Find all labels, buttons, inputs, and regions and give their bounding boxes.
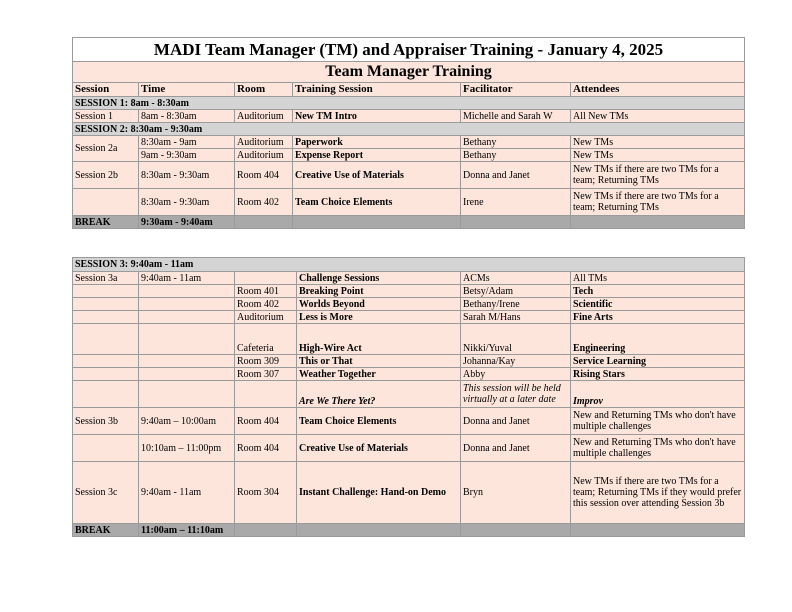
table-header-row xyxy=(73,83,745,97)
cell-facilitator: Betsy/Adam xyxy=(461,285,571,298)
cell-room: Room 404 xyxy=(235,162,293,189)
cell-training-session: Weather Together xyxy=(297,368,461,381)
cell-room: Room 307 xyxy=(235,368,297,381)
cell-time: 10:10am – 11:00pm xyxy=(139,435,235,462)
cell-room: Room 402 xyxy=(235,189,293,216)
cell-training-session: This or That xyxy=(297,355,461,368)
cell-facilitator: Bethany xyxy=(461,136,571,149)
cell-training-session: Team Choice Elements xyxy=(297,408,461,435)
cell-room: Auditorium xyxy=(235,311,297,324)
cell-facilitator: Nikki/Yuval xyxy=(461,324,571,355)
cell-room: Room 404 xyxy=(235,408,297,435)
cell-time: 9:40am - 11am xyxy=(139,272,235,285)
table-row xyxy=(73,285,745,298)
cell-time: 8:30am - 9:30am xyxy=(139,162,235,189)
cell-training-session: High-Wire Act xyxy=(297,324,461,355)
cell-time: 9:40am – 10:00am xyxy=(139,408,235,435)
header-attendees: Attendees xyxy=(571,83,745,97)
cell-training-session: Paperwork xyxy=(293,136,461,149)
session1-header: SESSION 1: 8am - 8:30am xyxy=(73,97,745,110)
cell-attendees: New TMs if there are two TMs for a team; Returning TMs if they would prefer this session over attending Session 3b xyxy=(571,462,745,524)
table-row xyxy=(73,311,745,324)
cell-session: Session 2a xyxy=(73,136,139,162)
cell-attendees: Scientific xyxy=(571,298,745,311)
table-row xyxy=(73,368,745,381)
cell-facilitator: Michelle and Sarah W xyxy=(461,110,571,123)
cell-time: 8:30am - 9am xyxy=(139,136,235,149)
cell-facilitator: Bethany xyxy=(461,149,571,162)
cell-room: Room 401 xyxy=(235,285,297,298)
cell-attendees: New TMs xyxy=(571,136,745,149)
cell-training-session: Instant Challenge: Hand-on Demo xyxy=(297,462,461,524)
cell-training-session: Less is More xyxy=(297,311,461,324)
cell-attendees: Rising Stars xyxy=(571,368,745,381)
cell-facilitator: This session will be held virtually at a later date xyxy=(461,381,571,408)
cell-attendees: New TMs if there are two TMs for a team; Returning TMs xyxy=(571,189,745,216)
cell-attendees: Engineering xyxy=(571,324,745,355)
break-label: BREAK xyxy=(73,524,139,537)
cell-facilitator: Abby xyxy=(461,368,571,381)
cell-session: Session 3a xyxy=(73,272,139,285)
break-time: 9:30am - 9:40am xyxy=(139,216,235,229)
break-row xyxy=(73,216,745,229)
cell-training-session: Challenge Sessions xyxy=(297,272,461,285)
table-row xyxy=(73,435,745,462)
table-row xyxy=(73,149,745,162)
table-row xyxy=(73,355,745,368)
cell-room xyxy=(235,381,297,408)
cell-facilitator: Donna and Janet xyxy=(461,162,571,189)
cell-room: Room 304 xyxy=(235,462,297,524)
cell-room: Room 402 xyxy=(235,298,297,311)
session3-header: SESSION 3: 9:40am - 11am xyxy=(73,258,745,272)
cell-attendees: Service Learning xyxy=(571,355,745,368)
table-row xyxy=(73,462,745,524)
cell-attendees: Improv xyxy=(571,381,745,408)
cell-training-session: Breaking Point xyxy=(297,285,461,298)
cell-room: Cafeteria xyxy=(235,324,297,355)
cell-training-session: Creative Use of Materials xyxy=(293,162,461,189)
table-row xyxy=(73,110,745,123)
cell-room: Room 404 xyxy=(235,435,297,462)
cell-training-session: Expense Report xyxy=(293,149,461,162)
cell-training-session: Team Choice Elements xyxy=(293,189,461,216)
session3-schedule-table xyxy=(72,257,745,537)
break-row xyxy=(73,524,745,537)
cell-time: 8:30am - 9:30am xyxy=(139,189,235,216)
cell-facilitator: Irene xyxy=(461,189,571,216)
cell-room: Room 309 xyxy=(235,355,297,368)
cell-facilitator: Bethany/Irene xyxy=(461,298,571,311)
session2-header: SESSION 2: 8:30am - 9:30am xyxy=(73,123,745,136)
cell-attendees: New TMs if there are two TMs for a team; Returning TMs xyxy=(571,162,745,189)
cell-time: 8am - 8:30am xyxy=(139,110,235,123)
cell-facilitator: Johanna/Kay xyxy=(461,355,571,368)
cell-facilitator: Bryn xyxy=(461,462,571,524)
header-session: Session xyxy=(73,83,139,97)
cell-attendees: Fine Arts xyxy=(571,311,745,324)
cell-session: Session 3b xyxy=(73,408,139,435)
header-time: Time xyxy=(139,83,235,97)
cell-time: 9am - 9:30am xyxy=(139,149,235,162)
header-training-session: Training Session xyxy=(293,83,461,97)
cell-room xyxy=(235,272,297,285)
cell-session: Session 2b xyxy=(73,162,139,189)
team-manager-schedule-table xyxy=(72,37,745,229)
cell-session xyxy=(73,189,139,216)
cell-facilitator: ACMs xyxy=(461,272,571,285)
table-row xyxy=(73,408,745,435)
cell-session: Session 3c xyxy=(73,462,139,524)
header-room: Room xyxy=(235,83,293,97)
table-row xyxy=(73,136,745,149)
table-row xyxy=(73,162,745,189)
cell-time: 9:40am - 11am xyxy=(139,462,235,524)
cell-facilitator: Sarah M/Hans xyxy=(461,311,571,324)
table-row xyxy=(73,189,745,216)
cell-room: Auditorium xyxy=(235,110,293,123)
section-subtitle: Team Manager Training xyxy=(73,62,745,83)
cell-attendees: All New TMs xyxy=(571,110,745,123)
cell-training-session: Creative Use of Materials xyxy=(297,435,461,462)
table-row xyxy=(73,381,745,408)
table-row xyxy=(73,298,745,311)
cell-attendees: New and Returning TMs who don't have multiple challenges xyxy=(571,435,745,462)
table-row xyxy=(73,272,745,285)
cell-training-session: Are We There Yet? xyxy=(297,381,461,408)
cell-facilitator: Donna and Janet xyxy=(461,408,571,435)
cell-room: Auditorium xyxy=(235,136,293,149)
break-time: 11:00am – 11:10am xyxy=(139,524,235,537)
cell-attendees: All TMs xyxy=(571,272,745,285)
cell-session xyxy=(73,435,139,462)
page-title: MADI Team Manager (TM) and Appraiser Training - January 4, 2025 xyxy=(73,38,745,62)
cell-attendees: New TMs xyxy=(571,149,745,162)
cell-training-session: Worlds Beyond xyxy=(297,298,461,311)
header-facilitator: Facilitator xyxy=(461,83,571,97)
cell-facilitator: Donna and Janet xyxy=(461,435,571,462)
cell-room: Auditorium xyxy=(235,149,293,162)
cell-attendees: Tech xyxy=(571,285,745,298)
break-label: BREAK xyxy=(73,216,139,229)
cell-attendees: New and Returning TMs who don't have multiple challenges xyxy=(571,408,745,435)
cell-session: Session 1 xyxy=(73,110,139,123)
cell-training-session: New TM Intro xyxy=(293,110,461,123)
table-row xyxy=(73,324,745,355)
